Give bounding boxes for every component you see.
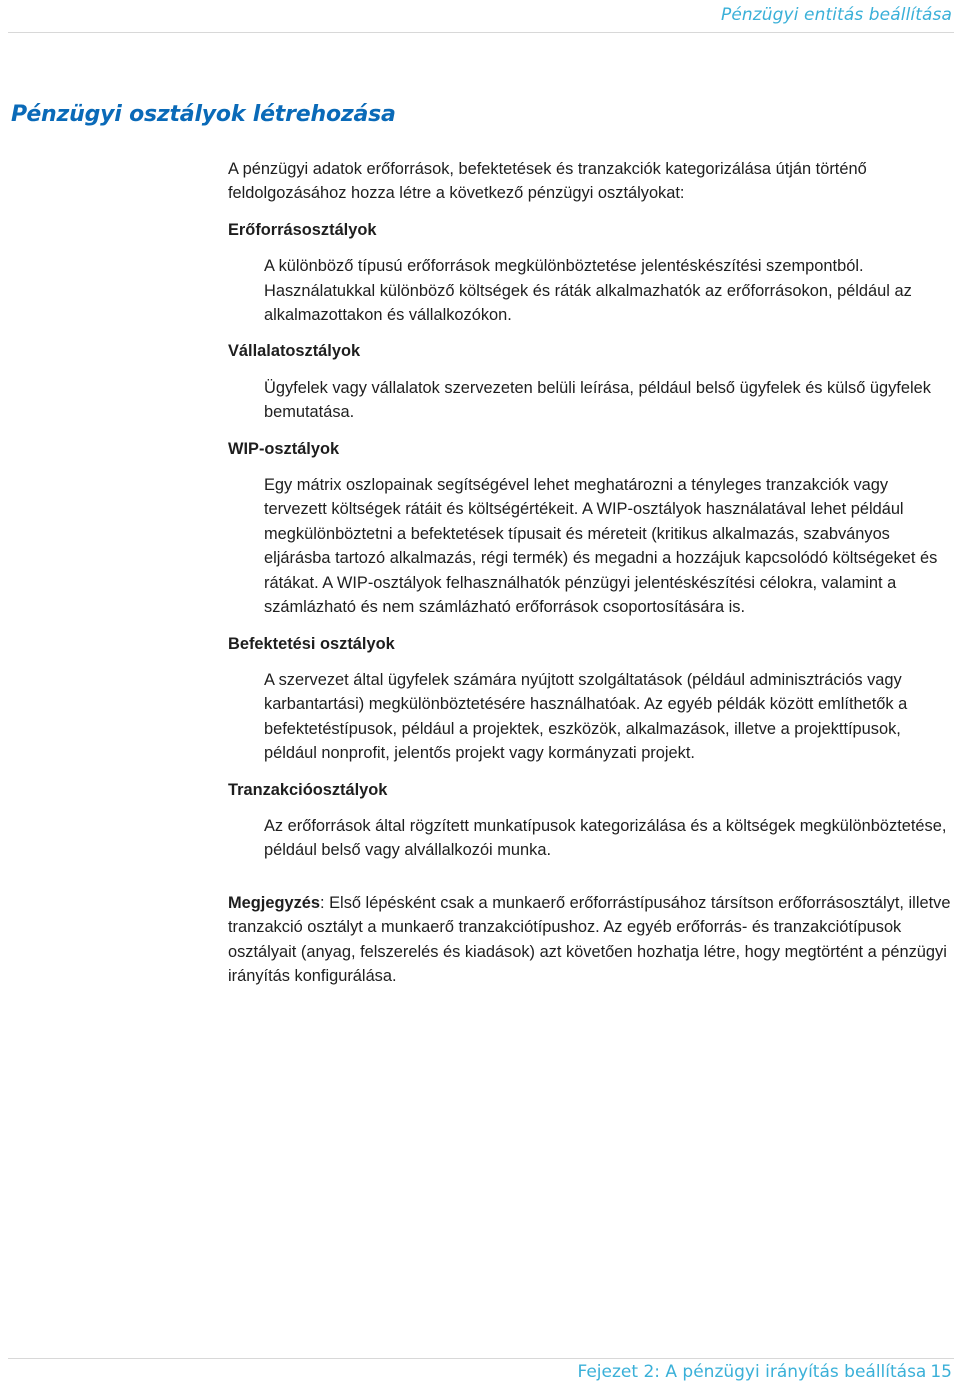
term-investment-classes: Befektetési osztályok: [228, 634, 395, 653]
intro-paragraph: A pénzügyi adatok erőforrások, befektetések és tranzakciók kategorizálása útján történő feldolgozásához hozza létre a következő pénzügyi osztályokat:: [228, 160, 867, 203]
term-resource-classes: Erőforrásosztályok: [228, 220, 377, 239]
running-footer: [578, 1362, 953, 1382]
note-text: : Első lépésként csak a munkaerő erőforrástípusához társítson erőforrásosztályt, illetve tranzakció osztályt a munkaerő tranzakciótípushoz. Az egyéb erőforrás- és tranzakciótípusok osztályait (anyag, felszerelés és kiadások) azt követően hozhatja létre, hogy megtörtént a pénzügyi irányítás konfigurálása.: [228, 893, 951, 985]
section-body: [228, 157, 952, 988]
page-number: 15: [930, 1362, 952, 1382]
definition-company-classes: Ügyfelek vagy vállalatok szervezeten belüli leírása, például belső ügyfelek és külső ügyfelek bemutatása.: [264, 378, 931, 422]
definition-resource-classes: A különböző típusú erőforrások megkülönböztetése jelentéskészítési szempontból. Használatukkal különböző költségek és ráták alkalmazhatók az erőforrásokon, például az alkalmazottakon és vállalkozókon.: [264, 257, 912, 325]
footer-divider: [8, 1358, 954, 1359]
note-label: Megjegyzés: [228, 893, 321, 912]
note-paragraph: [228, 891, 952, 989]
definition-wip-classes: Egy mátrix oszlopainak segítségével lehet meghatározni a tényleges tranzakciók vagy tervezett költségek rátáit és költségértékeit. A WIP-osztályok használatával lehet például megkülönböztetni a befektetések típusait és méreteit (kritikus alkalmazás, szabványos eljárásba tartozó alkalmazás, régi termék) és megadni a hozzájuk kapcsolódó költségeket és rátákat. A WIP-osztályok felhasználhatók pénzügyi jelentéskészítési célokra, valamint a számlázható és nem számlázható erőforrások csoportosítására is.: [264, 476, 938, 617]
footer-chapter: Fejezet 2: A pénzügyi irányítás beállítása: [577, 1362, 927, 1382]
term-wip-classes: WIP-osztályok: [228, 439, 340, 458]
header-divider: [8, 32, 954, 33]
definition-transaction-classes: Az erőforrások által rögzített munkatípusok kategorizálása és a költségek megkülönböztetése, például belső vagy alvállalkozói munka.: [264, 816, 947, 860]
definition-investment-classes: A szervezet által ügyfelek számára nyújtott szolgáltatások (például adminisztrációs vagy karbantartási) megkülönböztetésére használhatóak. Az egyéb példák között említhetők a befektetéstípusok, például a projektek, eszközök, alkalmazások, illetve a projekttípusok, például nonprofit, jelentős projekt vagy kormányzati projekt.: [264, 670, 908, 763]
term-company-classes: Vállalatosztályok: [228, 342, 361, 361]
term-transaction-classes: Tranzakcióosztályok: [228, 780, 388, 799]
running-header: Pénzügyi entitás beállítása: [720, 5, 952, 25]
section-title: Pénzügyi osztályok létrehozása: [11, 102, 396, 127]
